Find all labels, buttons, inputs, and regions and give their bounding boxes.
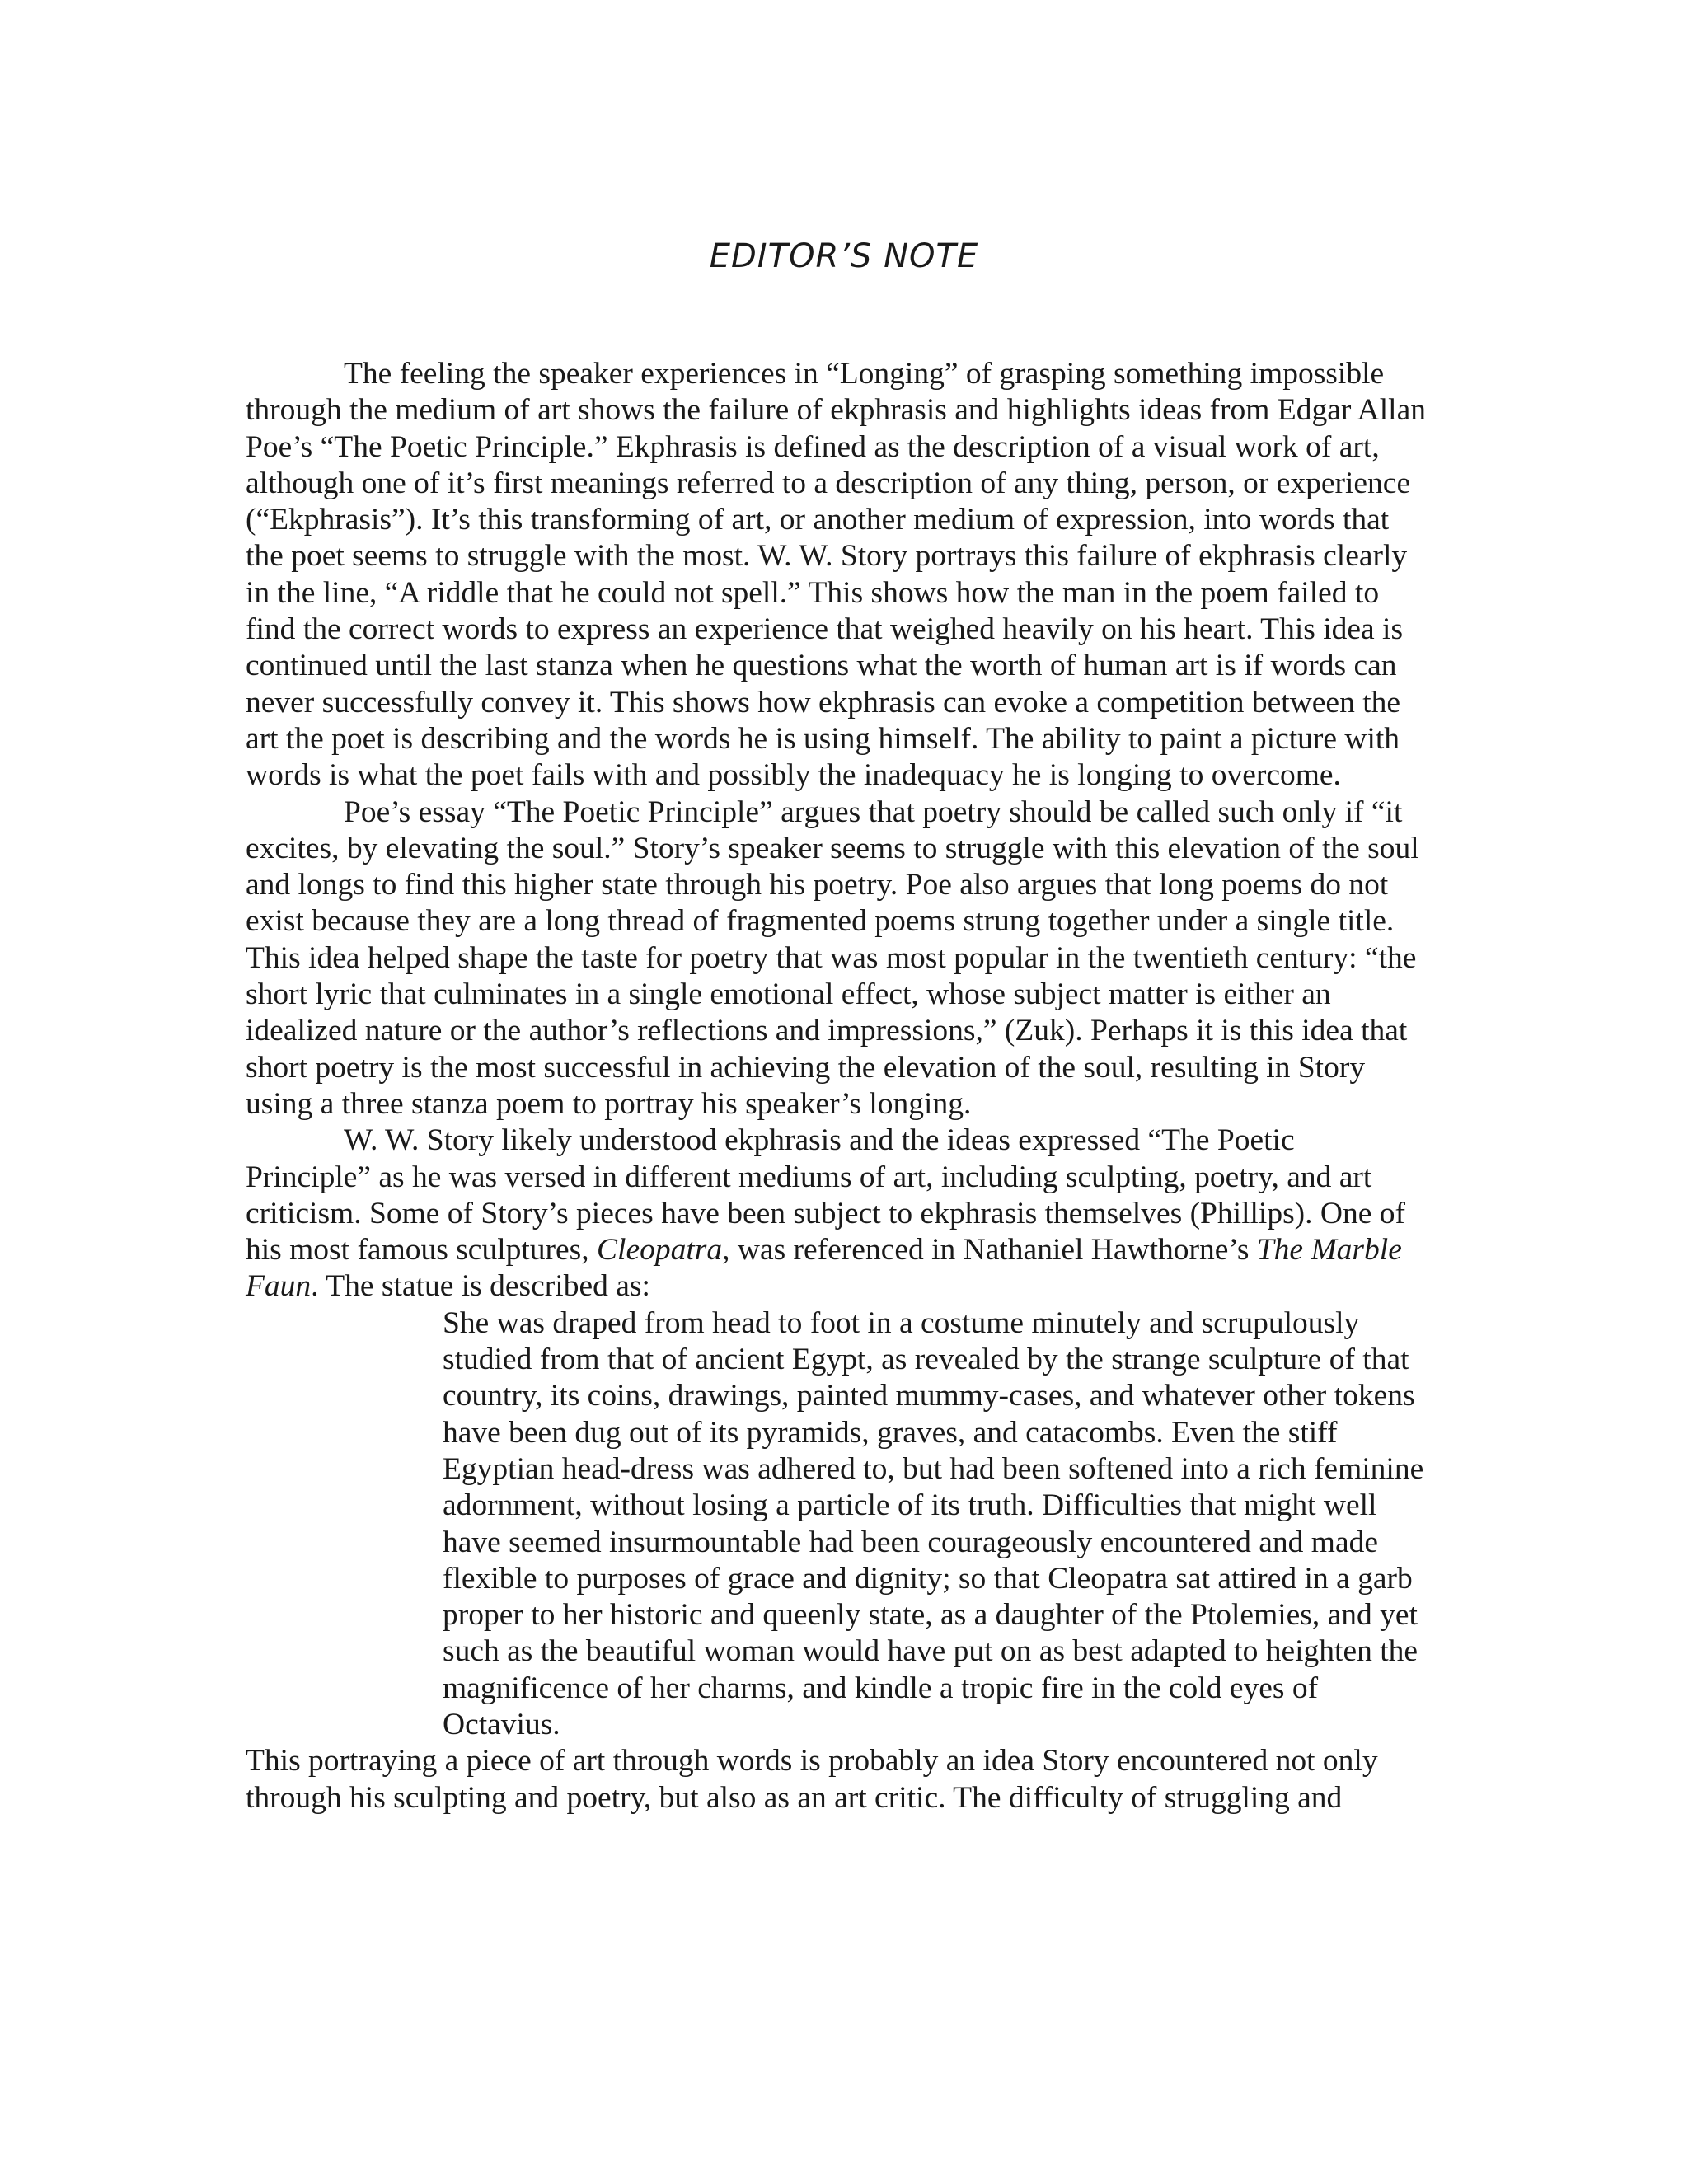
- paragraph-4: This portraying a piece of art through words is probably an idea Story encountered not only through his sculpting and poetry, but also as an art critic. The difficulty of struggling and: [246, 1744, 1378, 1815]
- body-text: [246, 356, 1426, 1816]
- paragraph-1: The feeling the speaker experiences in “Longing” of grasping something impossible through the medium of art shows the failure of ekphrasis and highlights ideas from Edgar Allan Poe’s “The Poetic Principle.” Ekphrasis is defined as the description of a visual work of art, although one of it’s first meanings referred to a description of any thing, person, or experience (“Ekphrasis”). It’s this transforming of art, or another medium of expression, into words that the poet seems to struggle with the most. W. W. Story portrays this failure of ekphrasis clearly in the line, “A riddle that he could not spell.” This shows how the man in the poem failed to find the correct words to express an experience that weighed heavily on his heart. This idea is continued until the last stanza when he questions what the worth of human art is if words can never successfully convey it. This shows how ekphrasis can evoke a competition between the art the poet is describing and the words he is using himself. The ability to paint a picture with words is what the poet fails with and possibly the inadequacy he is longing to overcome.: [246, 357, 1426, 793]
- paragraph-3-italic-marble-faun: The Marble Faun: [246, 1233, 1402, 1304]
- page-title: EDITOR’S NOTE: [709, 237, 979, 275]
- paragraph-3: [246, 1122, 1426, 1305]
- block-quote: She was draped from head to foot in a costume minutely and scrupulously studied from that of ancient Egypt, as revealed by the strange sculpture of that country, its coins, drawings, painted mummy-cases, and whatever other tokens have been dug out of its pyramids, graves, and catacombs. Even the stiff Egyptian head-dress was adhered to, but had been softened into a rich feminine adornment, without losing a particle of its truth. Difficulties that might well have seemed insurmountable had been courageously encountered and made flexible to purposes of grace and dignity; so that Cleopatra sat attired in a garb proper to her historic and queenly state, as a daughter of the Ptolemies, and yet such as the beautiful woman would have put on as best adapted to heighten the magnificence of her charms, and kindle a tropic fire in the cold eyes of Octavius.: [443, 1305, 1424, 1741]
- paragraph-3-text-3: . The statue is described as:: [311, 1269, 650, 1304]
- paragraph-3-text-1: W. W. Story likely understood ekphrasis and the ideas expressed “The Poetic Principle” as he was versed in different mediums of art, including sculpting, poetry, and art criticism. Some of Story’s pieces have been subject to ekphrasis themselves (Phillips). One of his most famous sculptures,: [246, 1123, 1406, 1268]
- paragraph-2: Poe’s essay “The Poetic Principle” argues that poetry should be called such only if “it excites, by elevating the soul.” Story’s speaker seems to struggle with this elevation of the soul and longs to find this higher state through his poetry. Poe also argues that long poems do not exist because they are a long thread of fragmented poems strung together under a single title. This idea helped shape the taste for poetry that was most popular in the twentieth century: “the short lyric that culminates in a single emotional effect, whose subject matter is either an idealized nature or the author’s reflections and impressions,” (Zuk). Perhaps it is this idea that short poetry is the most successful in achieving the elevation of the soul, resulting in Story using a three stanza poem to portray his speaker’s longing.: [246, 794, 1419, 1121]
- paragraph-3-italic-cleopatra: Cleopatra: [597, 1233, 723, 1268]
- paragraph-3-text-2: , was referenced in Nathaniel Hawthorne’s: [722, 1233, 1257, 1268]
